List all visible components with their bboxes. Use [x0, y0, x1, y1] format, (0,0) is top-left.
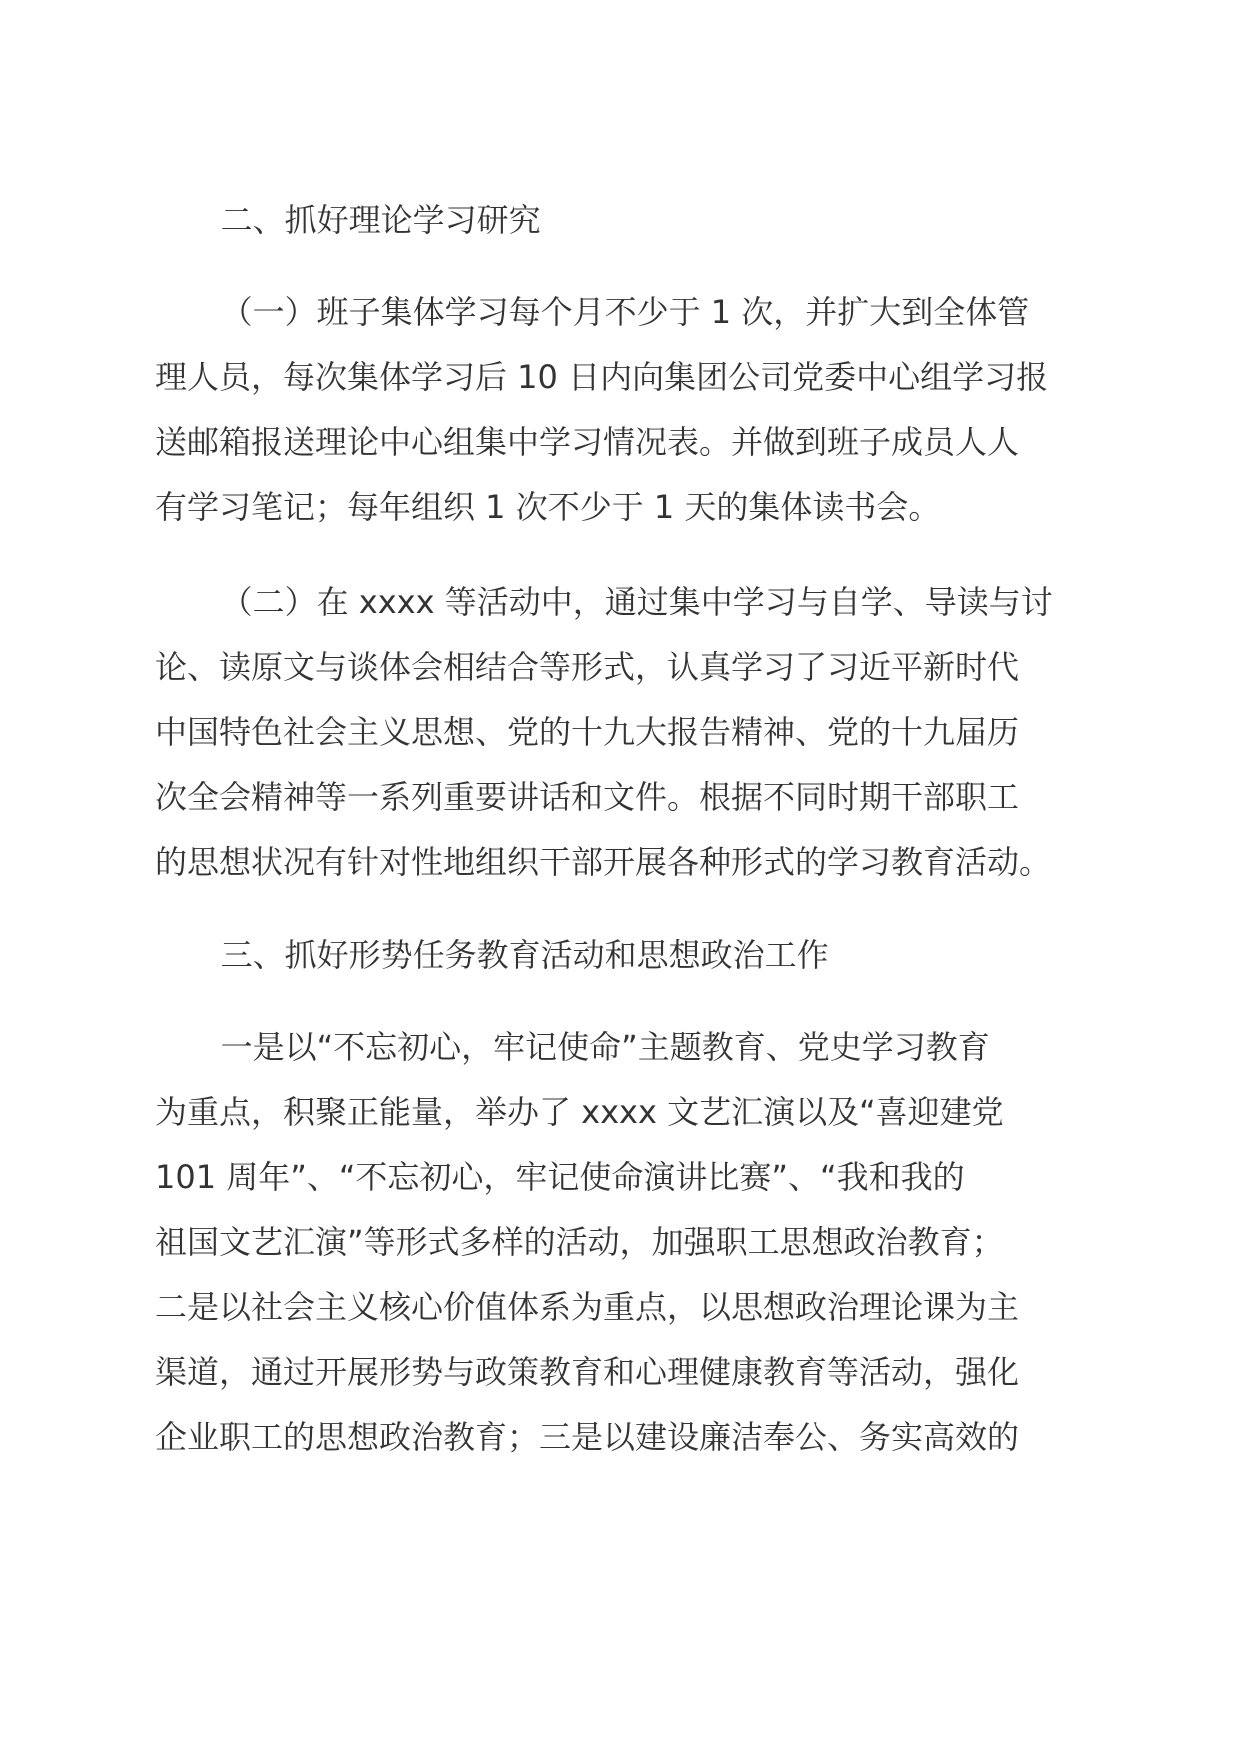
text-line: 理人员，每次集体学习后 10 日内向集团公司党委中心组学习报: [155, 358, 1049, 396]
text-line: 论、读原文与谈体会相结合等形式，认真学习了习近平新时代: [155, 648, 1020, 686]
text-line: 的思想状况有针对性地组织干部开展各种形式的学习教育活动。: [155, 843, 1052, 881]
text-line: 祖国文艺汇演”等形式多样的活动，加强职工思想政治教育；: [155, 1223, 1004, 1261]
text-line: 渠道，通过开展形势与政策教育和心理健康教育等活动，强化: [155, 1353, 1020, 1391]
text-line: 二是以社会主义核心价值体系为重点，以思想政治理论课为主: [155, 1288, 1020, 1326]
paragraph-activities: [155, 570, 1090, 895]
text-line: 101 周年”、“不忘初心，牢记使命演讲比赛”、“我和我的: [155, 1158, 965, 1196]
text-line: 为重点，积聚正能量，举办了 xxxx 文艺汇演以及“喜迎建党: [155, 1093, 1004, 1131]
text-line: 送邮箱报送理论中心组集中学习情况表。并做到班子成员人人: [155, 423, 1020, 461]
text-line: 中国特色社会主义思想、党的十九大报告精神、党的十九届历: [155, 713, 1020, 751]
text-line: 企业职工的思想政治教育；三是以建设廉洁奉公、务实高效的: [155, 1418, 1020, 1456]
text-line: 次全会精神等一系列重要讲话和文件。根据不同时期干部职工: [155, 778, 1020, 816]
text-line: 有学习笔记；每年组织 1 次不少于 1 天的集体读书会。: [155, 488, 941, 526]
text-line: （二）在 xxxx 等活动中，通过集中学习与自学、导读与讨: [220, 583, 1053, 621]
paragraph-class-study: [155, 280, 1090, 540]
section-heading-three: 三、抓好形势任务教育活动和思想政治工作: [220, 936, 829, 974]
document-page: [155, 190, 1090, 1500]
text-line: 一是以“不忘初心，牢记使命”主题教育、党史学习教育: [220, 1028, 990, 1066]
paragraph-education: [155, 1015, 1090, 1470]
text-line: （一）班子集体学习每个月不少于 1 次，并扩大到全体管: [220, 293, 1030, 331]
section-heading-two: 二、抓好理论学习研究: [220, 201, 541, 239]
